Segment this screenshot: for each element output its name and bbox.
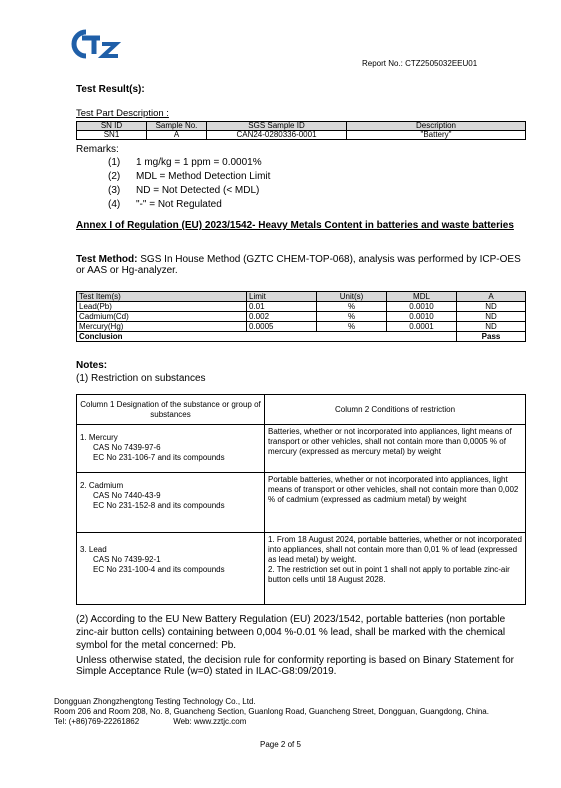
conclusion-value: Pass [457,332,526,342]
remark-item: (2) MDL = Method Detection Limit [108,171,271,182]
restriction-table [76,394,526,605]
footer [54,697,516,727]
cell-mdl: 0.0010 [387,302,457,312]
table-row [77,425,526,473]
header-units: Unit(s) [317,292,387,302]
table-row [77,322,526,332]
cas-number: CAS No 7439-92-1 [93,555,161,564]
cas-number: CAS No 7440-43-9 [93,491,161,500]
ec-number: EC No 231-106-7 and its compounds [93,453,225,462]
table-row [77,302,526,312]
header-limit: Limit [247,292,317,302]
cell-sn-id: SN1 [77,131,147,140]
cell-sample-no: A [147,131,207,140]
cell-unit: % [317,312,387,322]
table-row [77,312,526,322]
annex-title: Annex I of Regulation (EU) 2023/1542- Heavy Metals Content in batteries and waste batteries [76,220,514,231]
conclusion-row [77,332,526,342]
condition-cell [265,473,526,533]
condition-text: Portable batteries, whether or not incorporated into appliances, light means of transport or other vehicles, shall not contain more than 0,002 % of cadmium (expressed as cadmium metal) by weight [268,475,519,504]
company-name: Dongguan Zhongzhengtong Testing Technology Co., Ltd. [54,697,256,706]
cell-unit: % [317,302,387,312]
cell-result: ND [457,312,526,322]
ec-number: EC No 231-152-8 and its compounds [93,501,225,510]
substance-name: 2. Cadmium [80,481,124,490]
restriction-table-header [77,395,526,425]
condition-text: 1. From 18 August 2024, portable batteries, whether or not incorporated into appliances, shall not contain more than 0,01 % of lead (expressed as lead metal) by weight. [268,535,522,564]
condition-text: Batteries, whether or not incorporated into appliances, light means of transport or other vehicles, shall not contain more than 0,0005 % of mercury (expressed as mercury metal) by weight [268,427,512,456]
header-column-1: Column 1 Designation of the substance or group of substances [77,395,265,425]
heavy-metals-header [77,292,526,302]
cell-sgs-sample-id: CAN24-0280336-0001 [207,131,347,140]
company-logo [70,28,122,60]
restriction-heading: (1) Restriction on substances [76,373,206,384]
substance-name: 1. Mercury [80,433,118,442]
condition-cell [265,425,526,473]
sample-table [76,121,526,140]
cell-item: Mercury(Hg) [77,322,247,332]
substance-cell [77,425,265,473]
test-result-heading: Test Result(s): [76,84,145,95]
remarks-list [108,156,270,212]
note-2-paragraph: (2) According to the EU New Battery Regulation (EU) 2023/1542, portable batteries (non portable zinc-air button cells) containing between 0,004 %-0.01 % lead, shall be marked with the chemical symbol for the metal concerned: Pb. [76,614,506,651]
website-link[interactable]: Web: www.zztjc.com [173,717,247,726]
test-method-text: SGS In House Method (GZTC CHEM-TOP-068), analysis was performed by ICP-OES or AAS or Hg-analyzer. [76,254,521,276]
cell-item: Cadmium(Cd) [77,312,247,322]
condition-cell [265,533,526,605]
header-sgs-sample-id: SGS Sample ID [207,122,347,131]
cell-description: "Battery" [347,131,526,140]
cell-result: ND [457,322,526,332]
header-column-2: Column 2 Conditions of restriction [265,395,526,425]
header-mdl: MDL [387,292,457,302]
cas-number: CAS No 7439-97-6 [93,443,161,452]
table-row [77,533,526,605]
condition-text: 2. The restriction set out in point 1 shall not apply to portable zinc-air button cells until 18 August 2028. [268,565,510,584]
header-a: A [457,292,526,302]
report-number: Report No.: CTZ2505032EEU01 [362,59,478,68]
notes-heading: Notes: [76,360,108,371]
header-description: Description [347,122,526,131]
cell-mdl: 0.0001 [387,322,457,332]
remark-item: (3) ND = Not Detected (< MDL) [108,185,260,196]
header-sample-no: Sample No. [147,122,207,131]
heavy-metals-table [76,291,526,342]
cell-result: ND [457,302,526,312]
substance-name: 3. Lead [80,545,107,554]
header-sn-id: SN ID [77,122,147,131]
decision-rule-paragraph: Unless otherwise stated, the decision rule for conformity reporting is based on Binary Statement for Simple Acceptance Rule (w=0) stated in ILAC-G8:09/2019. [76,655,514,677]
conclusion-label: Conclusion [77,332,457,342]
cell-unit: % [317,322,387,332]
cell-mdl: 0.0010 [387,312,457,322]
ec-number: EC No 231-100-4 and its compounds [93,565,225,574]
remark-item: (4) "-" = Not Regulated [108,199,222,210]
substance-cell [77,473,265,533]
cell-item: Lead(Pb) [77,302,247,312]
cell-limit: 0.01 [247,302,317,312]
test-method-label: Test Method: [76,254,138,265]
telephone: Tel: (+86)769-22261862 [54,717,140,726]
header-test-items: Test Item(s) [77,292,247,302]
page-number: Page 2 of 5 [260,740,301,749]
test-part-description-label: Test Part Description : [76,108,169,119]
test-method [76,254,526,276]
cell-limit: 0.0005 [247,322,317,332]
table-row [77,473,526,533]
company-address: Room 206 and Room 208, No. 8, Guancheng Section, Guanlong Road, Guancheng Street, Dongguan, Guangdong, China. [54,707,489,716]
contact-line [54,717,516,727]
remark-item: (1) 1 mg/kg = 1 ppm = 0.0001% [108,157,262,168]
remarks-label: Remarks: [76,144,119,155]
cell-limit: 0.002 [247,312,317,322]
table-row [77,131,526,140]
substance-cell [77,533,265,605]
